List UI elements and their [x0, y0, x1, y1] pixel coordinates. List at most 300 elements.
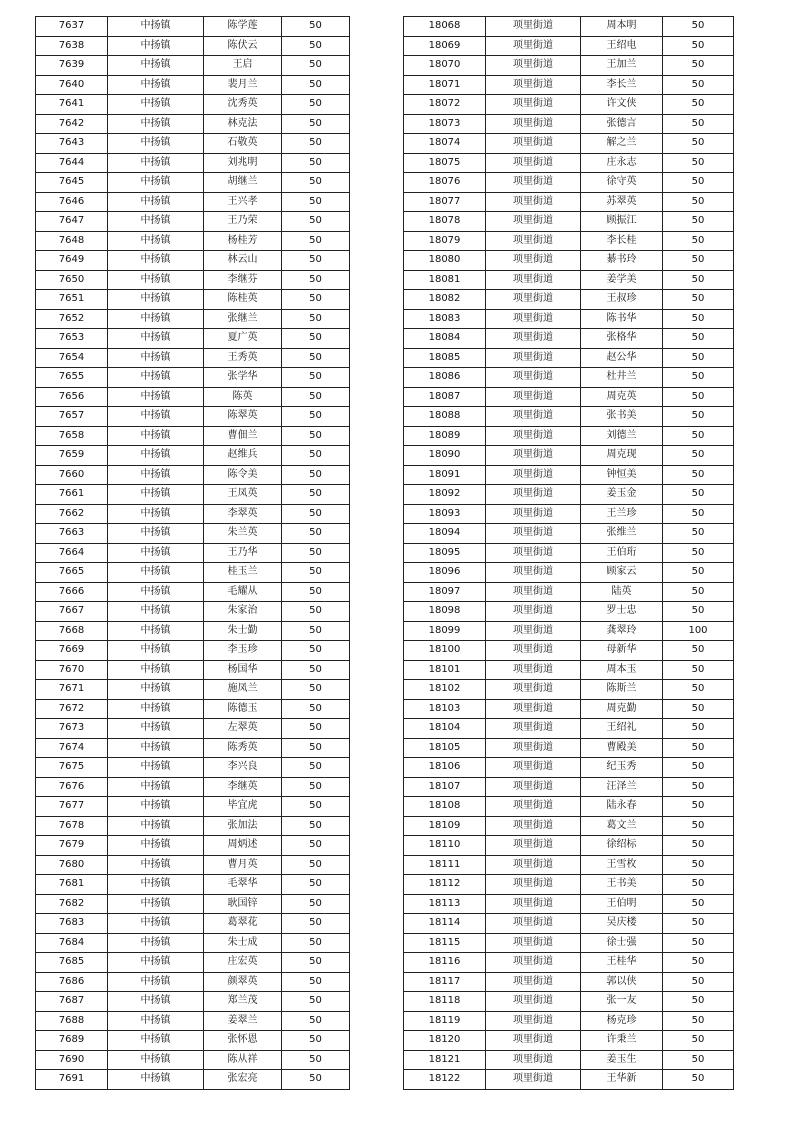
cell-town: 项里街道 [486, 426, 581, 446]
cell-name: 罗士忠 [581, 602, 663, 622]
cell-id: 7647 [36, 212, 108, 232]
cell-town: 项里街道 [486, 290, 581, 310]
table-row [404, 992, 734, 1012]
cell-amount: 50 [282, 1031, 350, 1051]
cell-name: 曹月英 [204, 855, 282, 875]
cell-amount: 50 [663, 1031, 734, 1051]
table-row [36, 719, 350, 739]
cell-id: 7678 [36, 816, 108, 836]
cell-name: 陈英 [204, 387, 282, 407]
cell-id: 7641 [36, 95, 108, 115]
cell-id: 7690 [36, 1050, 108, 1070]
cell-name: 杨桂芳 [204, 231, 282, 251]
cell-town: 中扬镇 [108, 95, 204, 115]
cell-id: 7666 [36, 582, 108, 602]
cell-name: 左翠英 [204, 719, 282, 739]
cell-amount: 50 [663, 914, 734, 934]
table-row [36, 933, 350, 953]
table-row [404, 738, 734, 758]
cell-id: 7658 [36, 426, 108, 446]
cell-id: 7654 [36, 348, 108, 368]
cell-town: 中扬镇 [108, 582, 204, 602]
cell-amount: 50 [282, 699, 350, 719]
cell-name: 朱兰英 [204, 524, 282, 544]
cell-name: 林克法 [204, 114, 282, 134]
cell-name: 朱士勤 [204, 621, 282, 641]
cell-name: 王启 [204, 56, 282, 76]
cell-id: 18081 [404, 270, 486, 290]
table-row [36, 251, 350, 271]
cell-town: 项里街道 [486, 95, 581, 115]
cell-id: 18098 [404, 602, 486, 622]
roster-table-left [35, 16, 350, 1090]
cell-amount: 50 [663, 192, 734, 212]
cell-amount: 50 [663, 251, 734, 271]
table-row [404, 290, 734, 310]
cell-amount: 50 [663, 972, 734, 992]
cell-town: 项里街道 [486, 719, 581, 739]
cell-id: 18074 [404, 134, 486, 154]
table-row [36, 231, 350, 251]
cell-amount: 50 [282, 953, 350, 973]
cell-town: 中扬镇 [108, 56, 204, 76]
cell-amount: 50 [282, 972, 350, 992]
table-row [36, 270, 350, 290]
cell-town: 项里街道 [486, 212, 581, 232]
cell-id: 7640 [36, 75, 108, 95]
table-row [404, 56, 734, 76]
cell-name: 周克现 [581, 446, 663, 466]
cell-amount: 50 [282, 992, 350, 1012]
cell-amount: 50 [663, 36, 734, 56]
cell-town: 中扬镇 [108, 641, 204, 661]
cell-town: 中扬镇 [108, 36, 204, 56]
cell-amount: 50 [282, 660, 350, 680]
cell-id: 7688 [36, 1011, 108, 1031]
cell-name: 张继兰 [204, 309, 282, 329]
cell-amount: 50 [282, 680, 350, 700]
cell-town: 项里街道 [486, 485, 581, 505]
table-row [36, 894, 350, 914]
cell-name: 林云山 [204, 251, 282, 271]
cell-id: 7657 [36, 407, 108, 427]
cell-amount: 50 [282, 465, 350, 485]
cell-town: 项里街道 [486, 602, 581, 622]
table-row [404, 914, 734, 934]
table-row [404, 641, 734, 661]
cell-id: 7649 [36, 251, 108, 271]
cell-amount: 50 [663, 329, 734, 349]
table-row [36, 543, 350, 563]
cell-name: 周炳述 [204, 836, 282, 856]
cell-amount: 50 [282, 212, 350, 232]
table-row [36, 855, 350, 875]
table-row [404, 699, 734, 719]
table-row [36, 1050, 350, 1070]
cell-amount: 50 [663, 953, 734, 973]
cell-town: 中扬镇 [108, 504, 204, 524]
table-row [36, 914, 350, 934]
cell-town: 项里街道 [486, 1011, 581, 1031]
cell-id: 18103 [404, 699, 486, 719]
cell-amount: 50 [282, 563, 350, 583]
cell-id: 7642 [36, 114, 108, 134]
cell-name: 钟恒美 [581, 465, 663, 485]
cell-amount: 50 [282, 56, 350, 76]
table-row [404, 485, 734, 505]
cell-id: 7680 [36, 855, 108, 875]
cell-town: 中扬镇 [108, 348, 204, 368]
cell-town: 中扬镇 [108, 426, 204, 446]
cell-id: 18114 [404, 914, 486, 934]
cell-name: 李继芬 [204, 270, 282, 290]
cell-amount: 50 [282, 777, 350, 797]
cell-town: 项里街道 [486, 836, 581, 856]
table-row [404, 719, 734, 739]
cell-amount: 50 [282, 855, 350, 875]
cell-town: 项里街道 [486, 699, 581, 719]
cell-town: 项里街道 [486, 387, 581, 407]
cell-id: 7669 [36, 641, 108, 661]
cell-name: 桂玉兰 [204, 563, 282, 583]
cell-name: 吴庆楼 [581, 914, 663, 934]
cell-name: 王绍电 [581, 36, 663, 56]
cell-name: 王绍礼 [581, 719, 663, 739]
table-row [404, 231, 734, 251]
cell-amount: 50 [282, 407, 350, 427]
cell-id: 7684 [36, 933, 108, 953]
cell-amount: 50 [663, 933, 734, 953]
cell-id: 7646 [36, 192, 108, 212]
cell-name: 毛耀从 [204, 582, 282, 602]
cell-amount: 50 [663, 309, 734, 329]
table-row [36, 602, 350, 622]
cell-town: 项里街道 [486, 1031, 581, 1051]
cell-town: 项里街道 [486, 680, 581, 700]
cell-town: 中扬镇 [108, 563, 204, 583]
cell-name: 王凤英 [204, 485, 282, 505]
cell-name: 王乃荣 [204, 212, 282, 232]
cell-town: 项里街道 [486, 36, 581, 56]
cell-name: 陈桂英 [204, 290, 282, 310]
table-row [36, 368, 350, 388]
cell-id: 18108 [404, 797, 486, 817]
table-row [404, 368, 734, 388]
cell-town: 项里街道 [486, 153, 581, 173]
cell-name: 周克勤 [581, 699, 663, 719]
cell-town: 项里街道 [486, 855, 581, 875]
table-row [404, 602, 734, 622]
cell-town: 项里街道 [486, 368, 581, 388]
cell-town: 中扬镇 [108, 446, 204, 466]
cell-id: 7667 [36, 602, 108, 622]
cell-name: 曹殿美 [581, 738, 663, 758]
cell-amount: 50 [663, 212, 734, 232]
cell-name: 毛翠华 [204, 875, 282, 895]
cell-id: 18085 [404, 348, 486, 368]
cell-name: 葛翠花 [204, 914, 282, 934]
cell-name: 周本明 [581, 17, 663, 37]
cell-amount: 50 [663, 387, 734, 407]
table-row [404, 446, 734, 466]
table-row [404, 114, 734, 134]
table-row [404, 972, 734, 992]
cell-amount: 50 [282, 17, 350, 37]
cell-town: 中扬镇 [108, 75, 204, 95]
cell-name: 杨克珍 [581, 1011, 663, 1031]
cell-town: 中扬镇 [108, 894, 204, 914]
cell-town: 中扬镇 [108, 680, 204, 700]
table-row [404, 621, 734, 641]
cell-id: 18096 [404, 563, 486, 583]
cell-town: 项里街道 [486, 407, 581, 427]
table-row [36, 17, 350, 37]
table-row [404, 329, 734, 349]
cell-town: 项里街道 [486, 348, 581, 368]
cell-id: 7637 [36, 17, 108, 37]
cell-amount: 50 [282, 797, 350, 817]
cell-amount: 50 [663, 855, 734, 875]
cell-amount: 50 [663, 348, 734, 368]
cell-town: 中扬镇 [108, 524, 204, 544]
cell-amount: 50 [663, 719, 734, 739]
cell-name: 施凤兰 [204, 680, 282, 700]
cell-amount: 50 [663, 894, 734, 914]
cell-amount: 50 [282, 36, 350, 56]
cell-town: 项里街道 [486, 621, 581, 641]
cell-amount: 50 [663, 875, 734, 895]
cell-amount: 50 [663, 777, 734, 797]
cell-name: 王加兰 [581, 56, 663, 76]
cell-name: 徐士强 [581, 933, 663, 953]
cell-name: 王桂华 [581, 953, 663, 973]
table-row [36, 738, 350, 758]
cell-name: 张维兰 [581, 524, 663, 544]
cell-amount: 50 [282, 368, 350, 388]
table-row [36, 134, 350, 154]
cell-id: 18077 [404, 192, 486, 212]
cell-id: 7689 [36, 1031, 108, 1051]
table-row [36, 114, 350, 134]
table-row [36, 36, 350, 56]
cell-town: 中扬镇 [108, 153, 204, 173]
table-row [404, 504, 734, 524]
cell-name: 王伯珩 [581, 543, 663, 563]
cell-amount: 50 [663, 465, 734, 485]
cell-name: 王书美 [581, 875, 663, 895]
cell-name: 张怀恩 [204, 1031, 282, 1051]
cell-amount: 50 [663, 1050, 734, 1070]
cell-town: 中扬镇 [108, 719, 204, 739]
cell-name: 李长兰 [581, 75, 663, 95]
cell-amount: 50 [282, 134, 350, 154]
cell-town: 项里街道 [486, 582, 581, 602]
cell-name: 王雪枚 [581, 855, 663, 875]
table-row [404, 192, 734, 212]
cell-town: 项里街道 [486, 17, 581, 37]
cell-name: 母新华 [581, 641, 663, 661]
cell-amount: 50 [663, 816, 734, 836]
cell-id: 18072 [404, 95, 486, 115]
cell-id: 18122 [404, 1070, 486, 1090]
cell-amount: 50 [282, 114, 350, 134]
table-row [36, 212, 350, 232]
cell-name: 耿国锌 [204, 894, 282, 914]
cell-amount: 50 [282, 524, 350, 544]
cell-id: 7670 [36, 660, 108, 680]
table-row [404, 270, 734, 290]
cell-town: 项里街道 [486, 504, 581, 524]
table-row [36, 348, 350, 368]
cell-id: 18113 [404, 894, 486, 914]
cell-amount: 50 [663, 368, 734, 388]
cell-id: 7661 [36, 485, 108, 505]
cell-name: 汪泽兰 [581, 777, 663, 797]
cell-town: 项里街道 [486, 56, 581, 76]
cell-id: 18101 [404, 660, 486, 680]
cell-town: 中扬镇 [108, 602, 204, 622]
cell-amount: 50 [282, 231, 350, 251]
cell-town: 项里街道 [486, 524, 581, 544]
table-row [36, 1011, 350, 1031]
table-row [404, 36, 734, 56]
cell-amount: 50 [282, 290, 350, 310]
cell-town: 项里街道 [486, 543, 581, 563]
cell-name: 陈学莲 [204, 17, 282, 37]
cell-town: 中扬镇 [108, 797, 204, 817]
cell-town: 项里街道 [486, 933, 581, 953]
table-row [36, 173, 350, 193]
table-row [36, 387, 350, 407]
cell-id: 7656 [36, 387, 108, 407]
table-row [404, 933, 734, 953]
table-row [404, 855, 734, 875]
cell-id: 7683 [36, 914, 108, 934]
cell-id: 18095 [404, 543, 486, 563]
cell-name: 李继英 [204, 777, 282, 797]
cell-name: 顾振江 [581, 212, 663, 232]
cell-town: 中扬镇 [108, 17, 204, 37]
table-row [404, 309, 734, 329]
cell-name: 石敬英 [204, 134, 282, 154]
cell-town: 中扬镇 [108, 777, 204, 797]
table-row [36, 641, 350, 661]
cell-town: 项里街道 [486, 777, 581, 797]
cell-town: 项里街道 [486, 1050, 581, 1070]
cell-id: 7679 [36, 836, 108, 856]
cell-name: 赵维兵 [204, 446, 282, 466]
cell-town: 项里街道 [486, 231, 581, 251]
cell-town: 中扬镇 [108, 855, 204, 875]
cell-town: 中扬镇 [108, 329, 204, 349]
table-row [36, 953, 350, 973]
cell-name: 郭以侠 [581, 972, 663, 992]
cell-id: 7645 [36, 173, 108, 193]
cell-name: 陆永春 [581, 797, 663, 817]
table-row [404, 953, 734, 973]
cell-amount: 50 [663, 290, 734, 310]
table-row [36, 192, 350, 212]
cell-amount: 50 [663, 504, 734, 524]
cell-amount: 50 [663, 114, 734, 134]
cell-amount: 50 [282, 309, 350, 329]
cell-name: 刘德兰 [581, 426, 663, 446]
cell-amount: 50 [663, 95, 734, 115]
cell-name: 葛文兰 [581, 816, 663, 836]
cell-name: 陈伏云 [204, 36, 282, 56]
cell-town: 中扬镇 [108, 1031, 204, 1051]
cell-town: 项里街道 [486, 894, 581, 914]
cell-town: 中扬镇 [108, 251, 204, 271]
cell-town: 中扬镇 [108, 543, 204, 563]
cell-name: 张格华 [581, 329, 663, 349]
table-row [36, 797, 350, 817]
cell-town: 中扬镇 [108, 816, 204, 836]
cell-amount: 50 [663, 680, 734, 700]
cell-name: 王叔珍 [581, 290, 663, 310]
table-row [36, 1070, 350, 1090]
cell-id: 18099 [404, 621, 486, 641]
cell-town: 中扬镇 [108, 1011, 204, 1031]
table-row [404, 875, 734, 895]
table-row [36, 407, 350, 427]
cell-id: 18117 [404, 972, 486, 992]
cell-name: 王伯明 [581, 894, 663, 914]
cell-amount: 50 [282, 758, 350, 778]
cell-name: 朱士成 [204, 933, 282, 953]
cell-town: 中扬镇 [108, 660, 204, 680]
cell-id: 18112 [404, 875, 486, 895]
cell-id: 18106 [404, 758, 486, 778]
cell-name: 龚翠玲 [581, 621, 663, 641]
cell-amount: 50 [663, 231, 734, 251]
cell-town: 中扬镇 [108, 699, 204, 719]
table-row [36, 563, 350, 583]
table-row [404, 95, 734, 115]
cell-name: 姜玉生 [581, 1050, 663, 1070]
cell-town: 项里街道 [486, 972, 581, 992]
table-row [36, 329, 350, 349]
cell-name: 顾家云 [581, 563, 663, 583]
cell-id: 7672 [36, 699, 108, 719]
cell-id: 7691 [36, 1070, 108, 1090]
table-row [36, 777, 350, 797]
table-row [404, 660, 734, 680]
table-row [36, 621, 350, 641]
table-row [36, 836, 350, 856]
table-row [36, 426, 350, 446]
cell-amount: 50 [282, 1011, 350, 1031]
cell-id: 18076 [404, 173, 486, 193]
cell-id: 18083 [404, 309, 486, 329]
cell-id: 7651 [36, 290, 108, 310]
table-row [404, 1050, 734, 1070]
cell-amount: 50 [663, 56, 734, 76]
cell-town: 中扬镇 [108, 309, 204, 329]
table-row [404, 134, 734, 154]
cell-amount: 50 [663, 699, 734, 719]
cell-town: 项里街道 [486, 329, 581, 349]
cell-name: 张一友 [581, 992, 663, 1012]
cell-town: 项里街道 [486, 641, 581, 661]
cell-amount: 50 [282, 602, 350, 622]
cell-amount: 50 [663, 485, 734, 505]
cell-name: 徐守英 [581, 173, 663, 193]
cell-id: 18080 [404, 251, 486, 271]
cell-id: 7664 [36, 543, 108, 563]
cell-id: 7674 [36, 738, 108, 758]
table-row [36, 75, 350, 95]
